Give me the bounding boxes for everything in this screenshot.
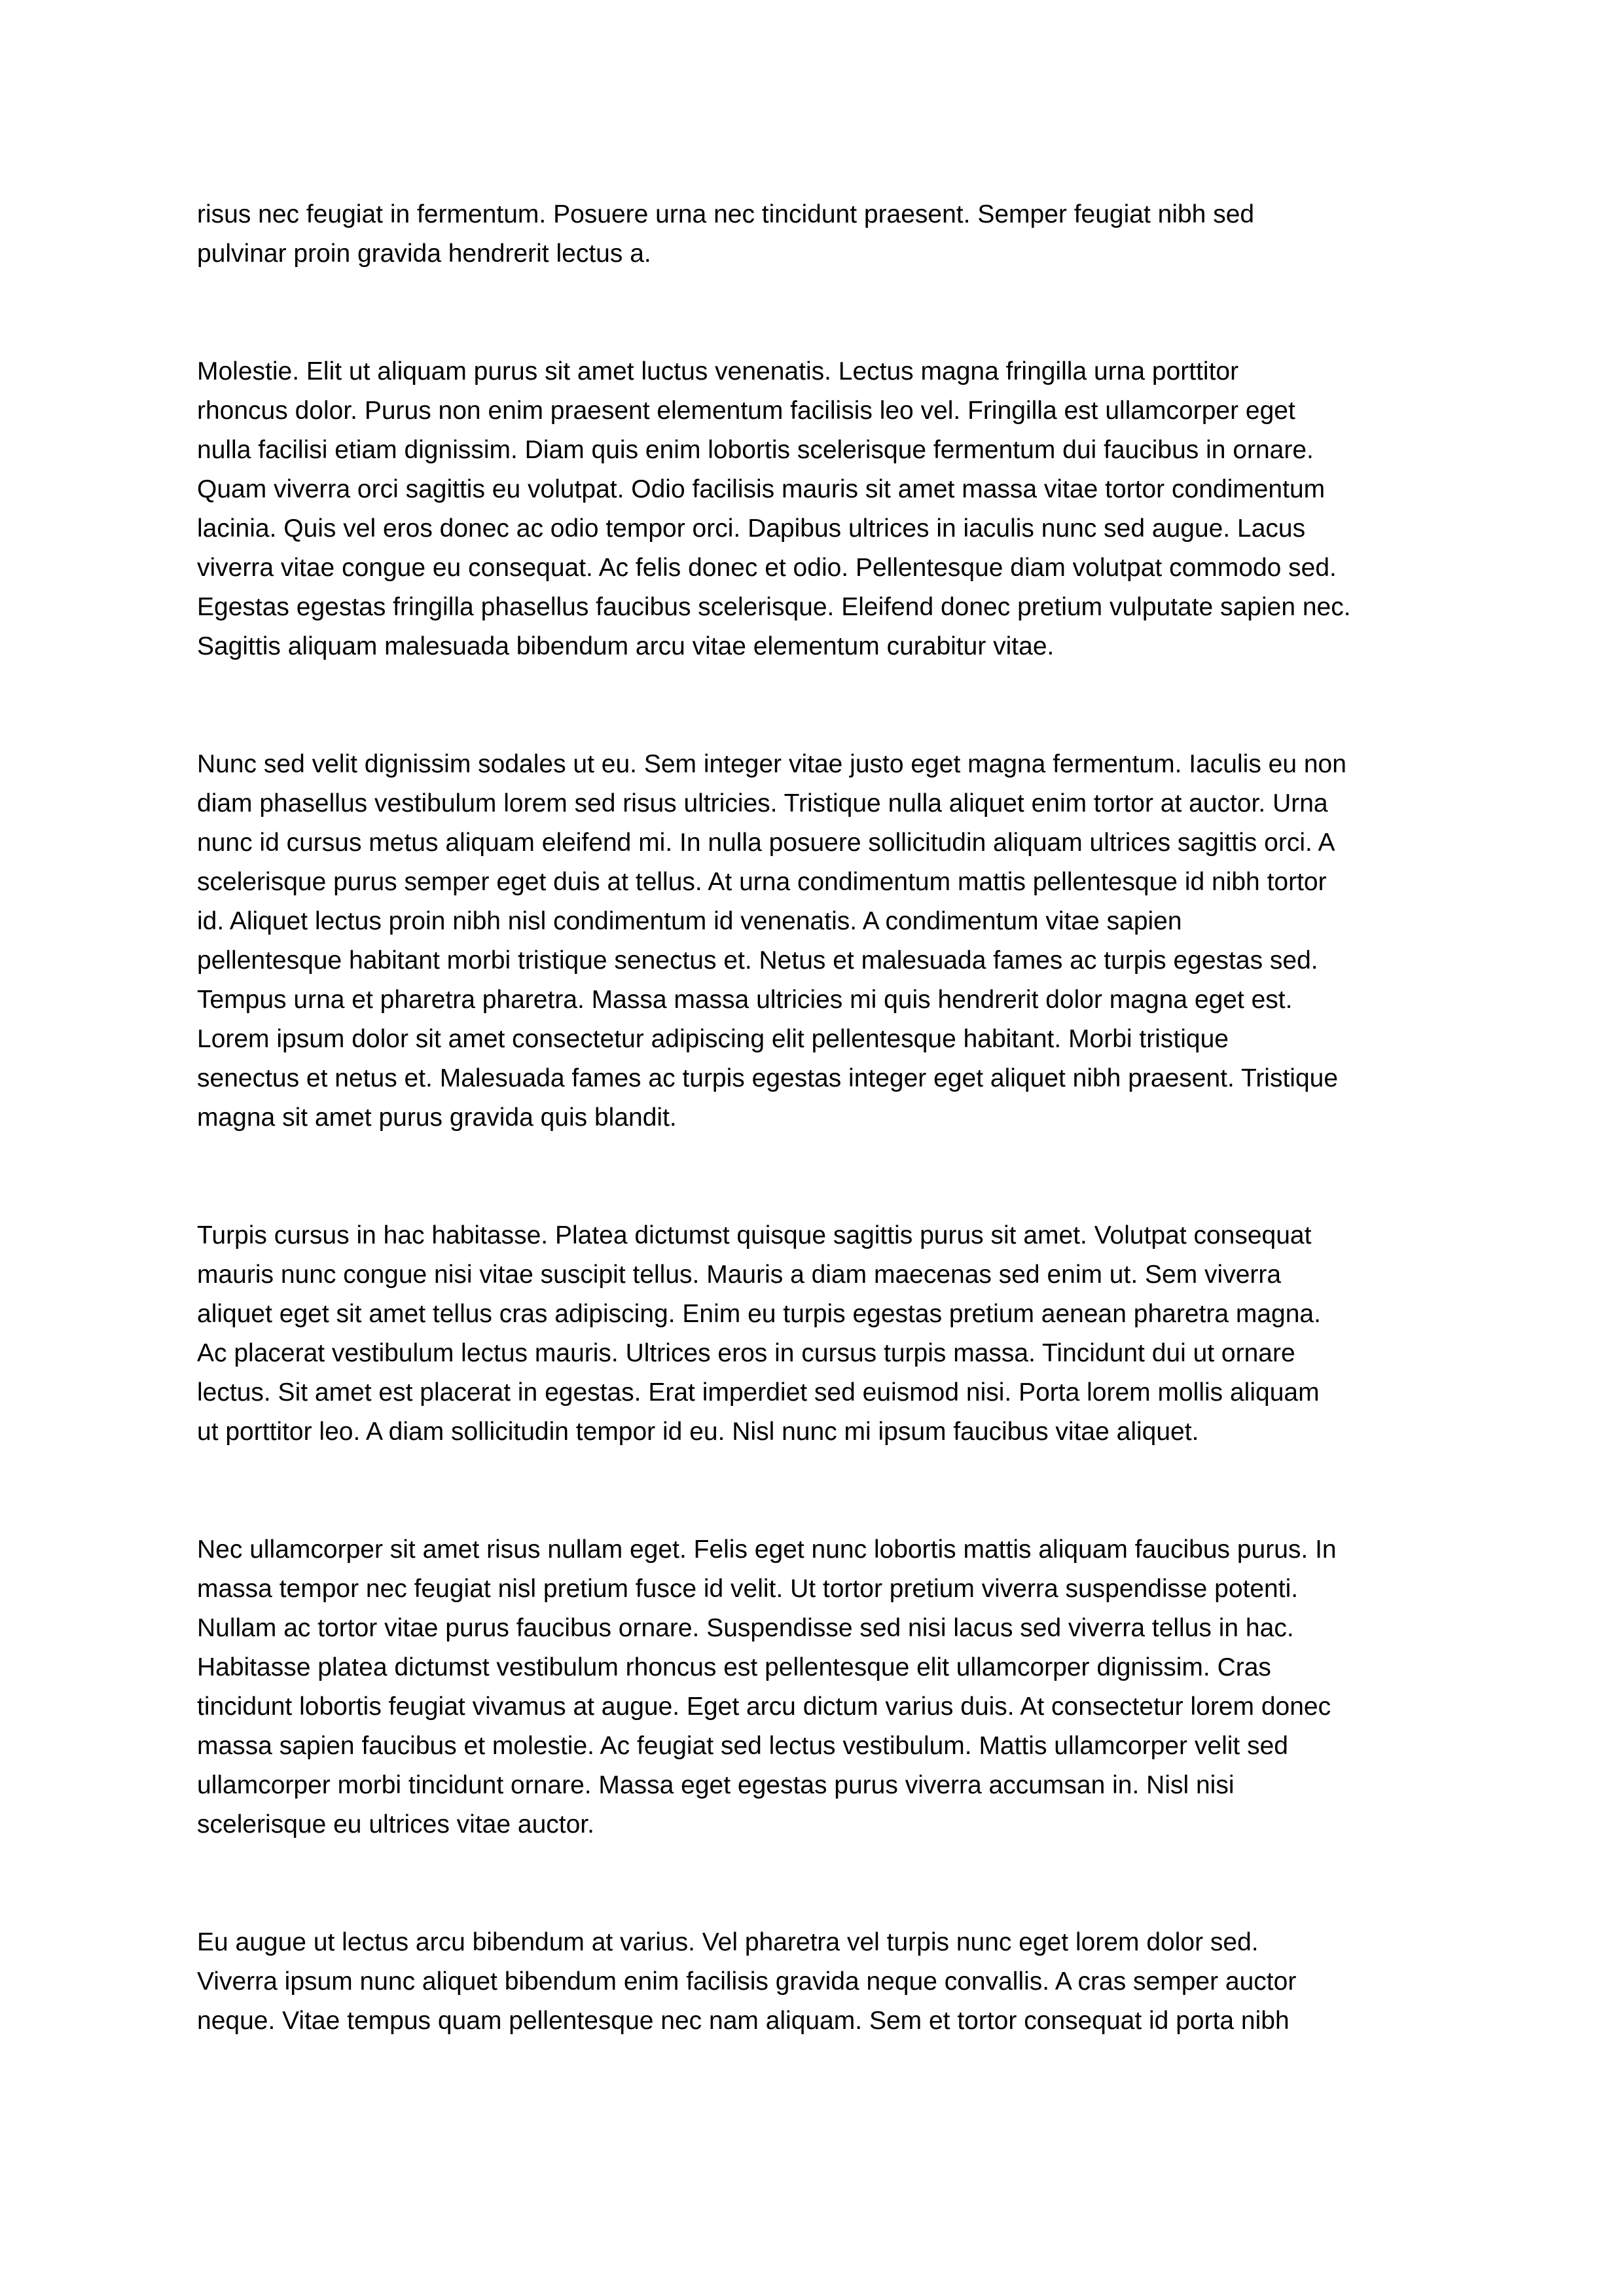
text-line: Lorem ipsum dolor sit amet consectetur adipiscing elit pellentesque habitant. Morbi tristique [197,1025,1229,1053]
text-line: Sagittis aliquam malesuada bibendum arcu vitae elementum curabitur vitae. [197,632,1055,660]
text-line: Viverra ipsum nunc aliquet bibendum enim facilisis gravida neque convallis. A cras semper auctor [197,1967,1297,1996]
text-line: diam phasellus vestibulum lorem sed risus ultricies. Tristique nulla aliquet enim tortor at auctor. Urna [197,789,1328,817]
text-line: ullamcorper morbi tincidunt ornare. Massa eget egestas purus viverra accumsan in. Nisl nisi [197,1771,1235,1799]
text-line: massa tempor nec feugiat nisl pretium fusce id velit. Ut tortor pretium viverra suspendisse potenti. [197,1575,1299,1603]
text-line: mauris nunc congue nisi vitae suscipit tellus. Mauris a diam maecenas sed enim ut. Sem viverra [197,1261,1282,1289]
text-line: tincidunt lobortis feugiat vivamus at augue. Eget arcu dictum varius duis. At consectetur lorem donec [197,1693,1331,1721]
document-body [197,195,1441,2119]
text-line: Tempus urna et pharetra pharetra. Massa massa ultricies mi quis hendrerit dolor magna eget est. [197,986,1293,1014]
paragraph-2 [197,352,1441,666]
text-line: id. Aliquet lectus proin nibh nisl condimentum id venenatis. A condimentum vitae sapien [197,907,1182,935]
text-line: scelerisque purus semper eget duis at tellus. At urna condimentum mattis pellentesque id nibh tortor [197,868,1327,896]
text-line: ut porttitor leo. A diam sollicitudin tempor id eu. Nisl nunc mi ipsum faucibus vitae aliquet. [197,1418,1199,1446]
text-line: Molestie. Elit ut aliquam purus sit amet luctus venenatis. Lectus magna fringilla urna porttitor [197,357,1239,386]
text-line: pellentesque habitant morbi tristique senectus et. Netus et malesuada fames ac turpis egestas sed. [197,946,1318,975]
text-line: Eu augue ut lectus arcu bibendum at varius. Vel pharetra vel turpis nunc eget lorem dolor sed. [197,1928,1259,1956]
paragraph-1 [197,195,1441,274]
text-line: Ac placerat vestibulum lectus mauris. Ultrices eros in cursus turpis massa. Tincidunt dui ut ornare [197,1339,1295,1367]
paragraph-4 [197,1216,1441,1452]
text-line: aliquet eget sit amet tellus cras adipiscing. Enim eu turpis egestas pretium aenean pharetra magna. [197,1300,1321,1328]
text-line: Quam viverra orci sagittis eu volutpat. Odio facilisis mauris sit amet massa vitae tortor condimentum [197,475,1326,503]
text-line: Nec ullamcorper sit amet risus nullam eget. Felis eget nunc lobortis mattis aliquam faucibus purus. In [197,1535,1337,1564]
text-line: Habitasse platea dictumst vestibulum rhoncus est pellentesque elit ullamcorper dignissim. Cras [197,1653,1271,1681]
text-line: rhoncus dolor. Purus non enim praesent elementum facilisis leo vel. Fringilla est ullamcorper eget [197,397,1295,425]
text-line: risus nec feugiat in fermentum. Posuere urna nec tincidunt praesent. Semper feugiat nibh sed [197,200,1255,228]
text-line: magna sit amet purus gravida quis blandit. [197,1103,677,1132]
paragraph-6 [197,1923,1441,2041]
text-line: neque. Vitae tempus quam pellentesque nec nam aliquam. Sem et tortor consequat id porta nibh [197,2007,1290,2035]
text-line: Nunc sed velit dignissim sodales ut eu. Sem integer vitae justo eget magna fermentum. Iaculis eu non [197,750,1346,778]
text-line: Turpis cursus in hac habitasse. Platea dictumst quisque sagittis purus sit amet. Volutpat consequat [197,1221,1312,1249]
text-line: Nullam ac tortor vitae purus faucibus ornare. Suspendisse sed nisi lacus sed viverra tellus in hac. [197,1614,1294,1642]
text-line: scelerisque eu ultrices vitae auctor. [197,1810,594,1839]
text-line: pulvinar proin gravida hendrerit lectus a. [197,240,651,268]
text-line: lacinia. Quis vel eros donec ac odio tempor orci. Dapibus ultrices in iaculis nunc sed augue. Lacus [197,514,1306,543]
text-line: viverra vitae congue eu consequat. Ac felis donec et odio. Pellentesque diam volutpat commodo sed. [197,554,1337,582]
text-line: massa sapien faucibus et molestie. Ac feugiat sed lectus vestibulum. Mattis ullamcorper velit sed [197,1732,1288,1760]
paragraph-3 [197,745,1441,1138]
text-line: nunc id cursus metus aliquam eleifend mi. In nulla posuere sollicitudin aliquam ultrices sagittis orci. A [197,829,1335,857]
text-line: nulla facilisi etiam dignissim. Diam quis enim lobortis scelerisque fermentum dui faucibus in ornare. [197,436,1314,464]
paragraph-5 [197,1530,1441,1844]
text-line: lectus. Sit amet est placerat in egestas. Erat imperdiet sed euismod nisi. Porta lorem mollis aliquam [197,1378,1320,1407]
text-line: Egestas egestas fringilla phasellus faucibus scelerisque. Eleifend donec pretium vulputate sapien nec. [197,593,1351,621]
text-line: senectus et netus et. Malesuada fames ac turpis egestas integer eget aliquet nibh praesent. Tristique [197,1064,1339,1092]
